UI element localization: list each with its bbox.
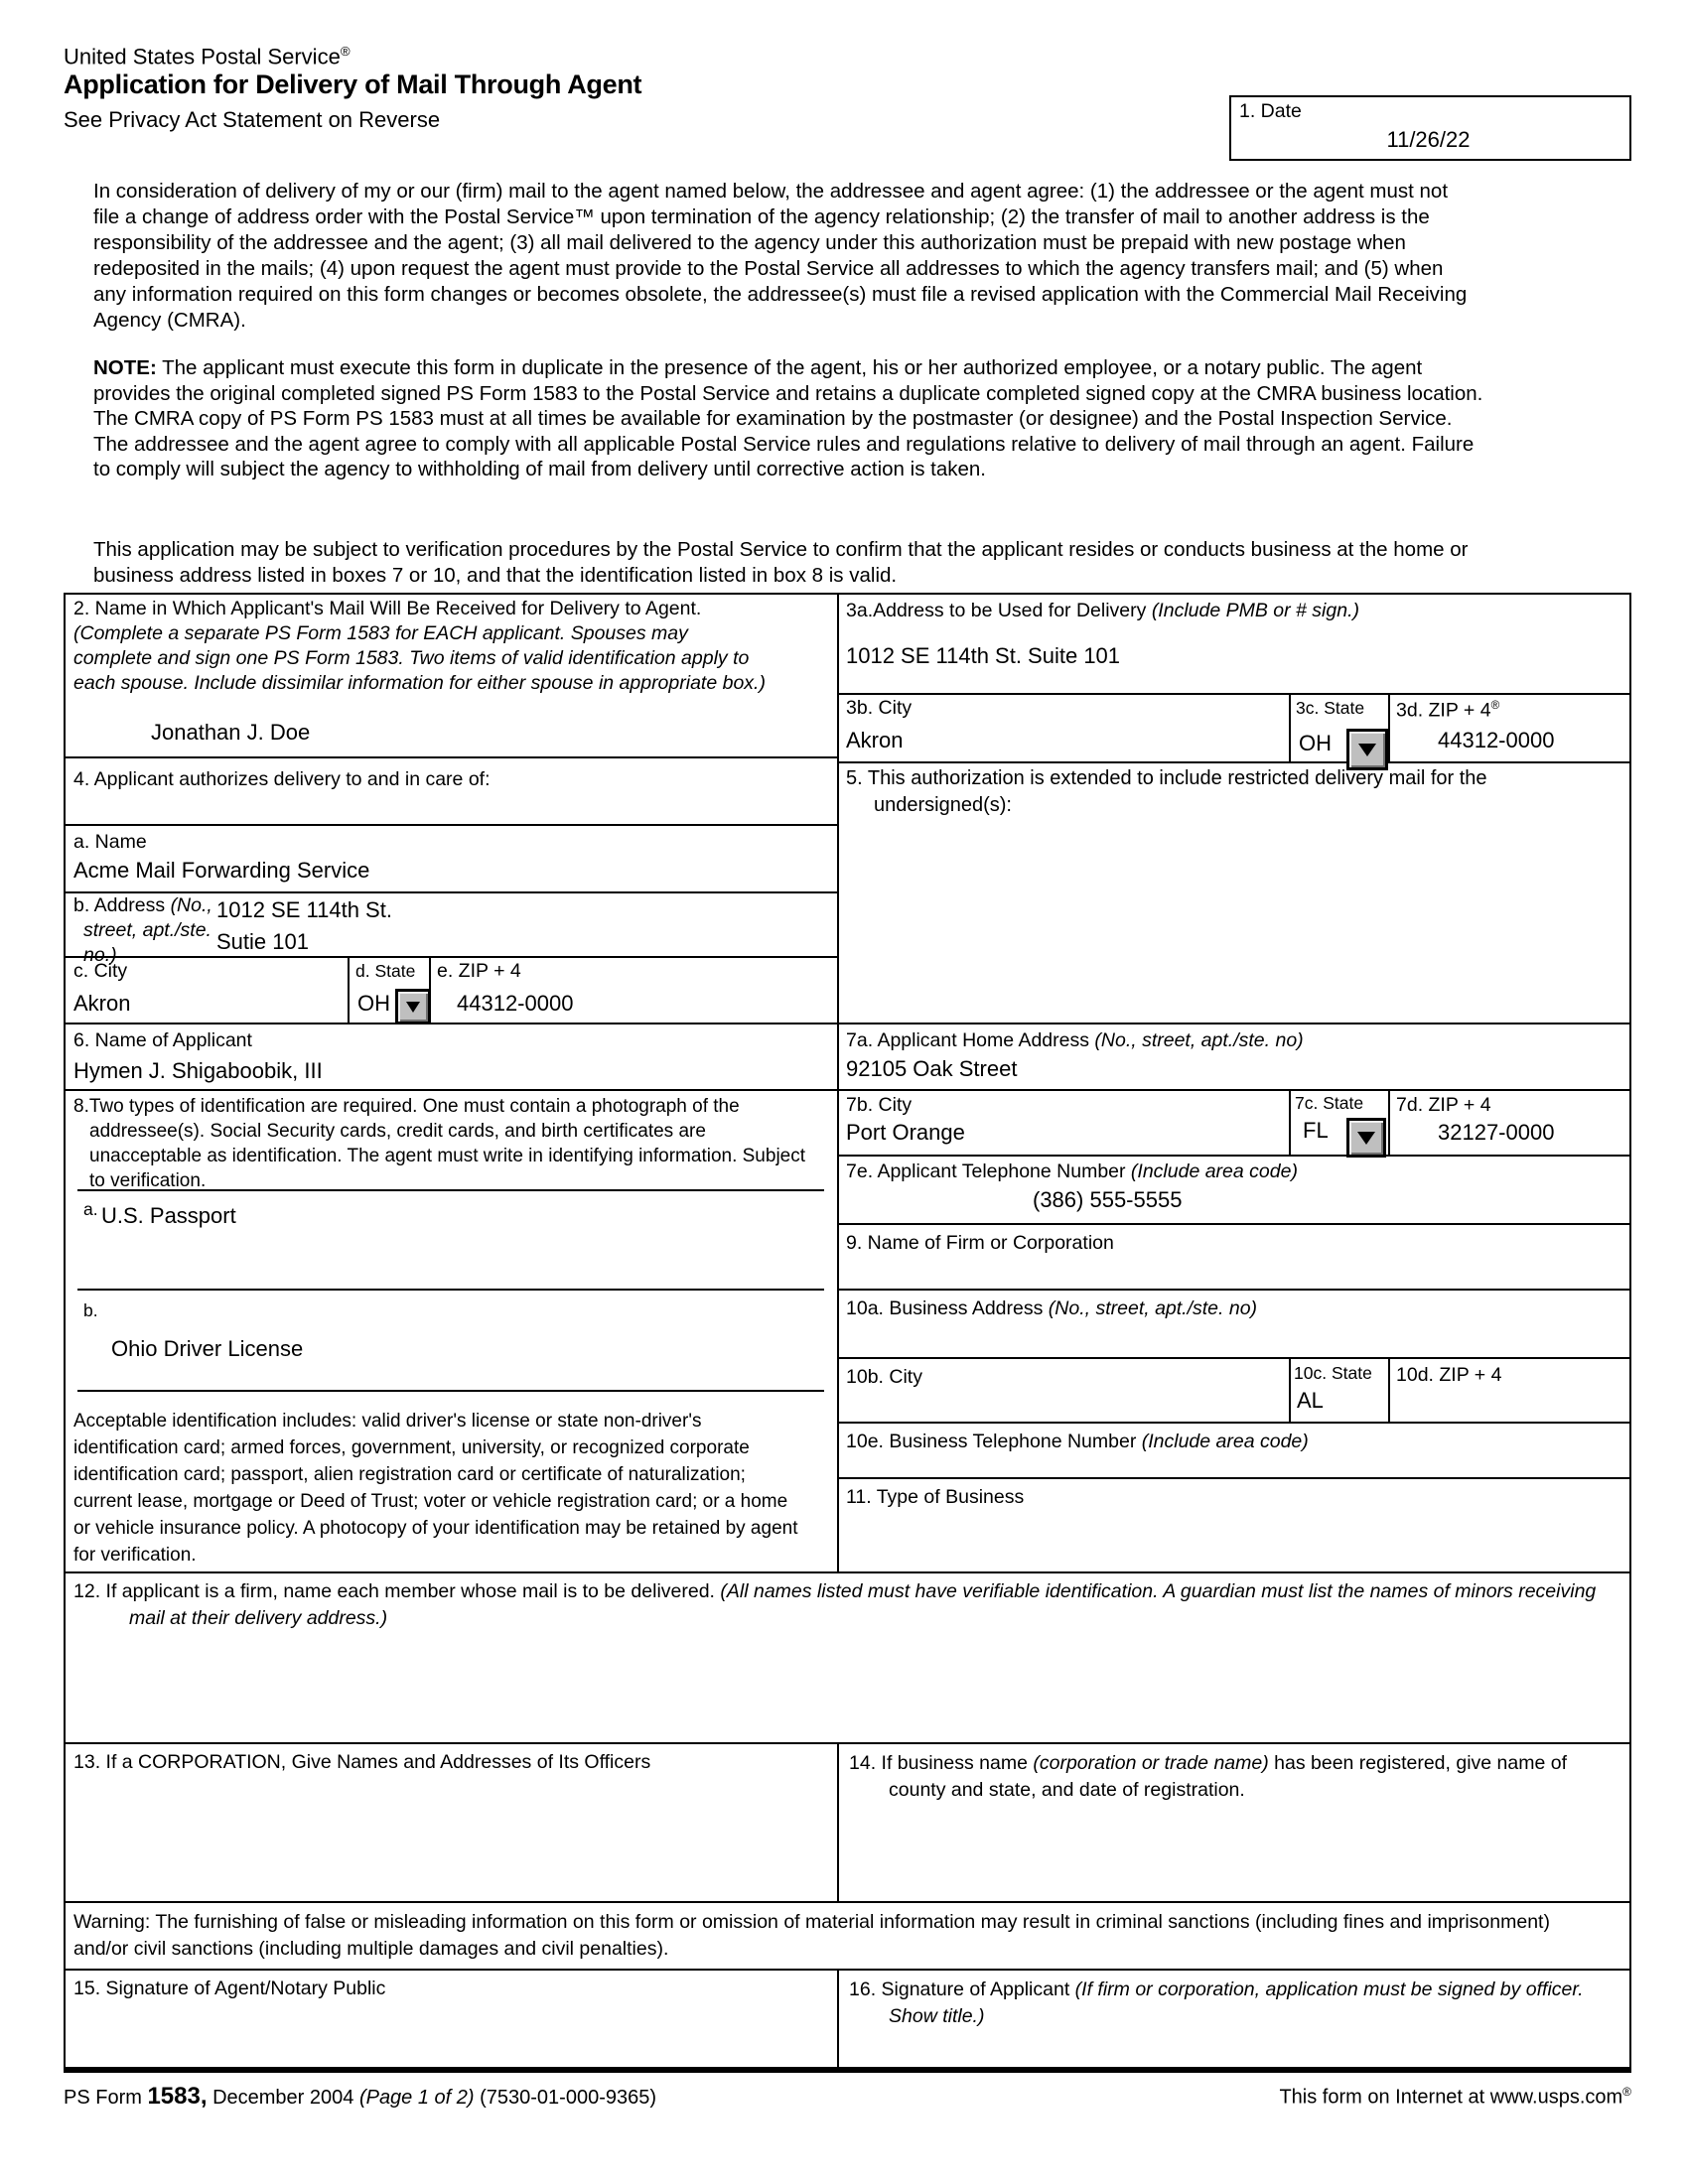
field-7a-value[interactable]: 92105 Oak Street	[846, 1056, 1018, 1081]
divider	[77, 1289, 824, 1291]
field-8a-value[interactable]: U.S. Passport	[101, 1203, 236, 1228]
field-3d-value[interactable]: 44312-0000	[1438, 728, 1555, 752]
field-8b-value[interactable]: Ohio Driver License	[111, 1336, 304, 1361]
field-16-label: 16. Signature of Applicant (If firm or corporation, application must be signed by officer. Show title.)	[849, 1979, 1584, 2027]
table-left-border	[64, 593, 66, 2073]
divider	[348, 956, 350, 1023]
verification-paragraph: This application may be subject to verification procedures by the Postal Service to confirm that the applicant resides or conducts business at the home or business address listed in boxes 7 or 10, and that the identification listed in box 8 is valid.	[93, 538, 1469, 587]
field-15-label: 15. Signature of Agent/Notary Public	[73, 1978, 386, 1999]
field-4b-label: b. Address (No., street, apt./ste. no.)	[73, 894, 212, 966]
field-7e-label: 7e. Applicant Telephone Number (Include area code)	[846, 1160, 1298, 1182]
column-divider	[837, 1969, 839, 2073]
field-7d-value[interactable]: 32127-0000	[1438, 1120, 1555, 1145]
divider	[64, 1969, 1631, 1971]
divider	[837, 1422, 1631, 1424]
registered-mark: ®	[340, 44, 351, 59]
divider	[837, 1223, 1631, 1225]
chevron-down-icon	[1357, 1132, 1375, 1145]
field-4b-value-line2[interactable]: Sutie 101	[216, 929, 309, 954]
field-7d-label: 7d. ZIP + 4	[1396, 1094, 1491, 1116]
field-3a-label: 3a.Address to be Used for Delivery (Include PMB or # sign.)	[846, 600, 1359, 621]
field-9-label: 9. Name of Firm or Corporation	[846, 1232, 1114, 1254]
divider	[837, 1477, 1631, 1479]
field-3d-label: 3d. ZIP + 4®	[1396, 699, 1500, 722]
divider	[1388, 1357, 1390, 1422]
field-3a-value[interactable]: 1012 SE 114th St. Suite 101	[846, 643, 1121, 668]
field-7c-value[interactable]: FL	[1303, 1118, 1329, 1143]
state-7c-dropdown-button[interactable]	[1346, 1118, 1386, 1158]
state-4d-dropdown-button[interactable]	[395, 989, 431, 1024]
note-paragraph: NOTE: The applicant must execute this form in duplicate in the presence of the agent, his or her authorized employee, or a notary public. The agent provides the original completed signed PS Form 1583 to the Postal Service and retains a duplicate completed signed copy at the CMRA business location. The CMRA copy of PS Form PS 1583 must at all times be available for examination by the postmaster (or designee) and the Postal Inspection Service. The addressee and the agent agree to comply with all applicable Postal Service rules and regulations relative to delivery of mail through an agent. Failure to comply will subject the agency to withholding of mail from delivery until corrective action is taken.	[93, 356, 1483, 480]
field-5-label: 5. This authorization is extended to include restricted delivery mail for the undersigned(s):	[846, 767, 1487, 816]
divider	[77, 1390, 824, 1392]
divider	[837, 761, 1631, 763]
field-2-label: 2. Name in Which Applicant's Mail Will Be Received for Delivery to Agent. (Complete a separate PS Form 1583 for EACH applicant. Spouses may complete and sign one PS Form 1583. Two items of valid identification apply to each spouse. Include dissimilar information for either spouse in appropriate box.)	[73, 598, 766, 694]
field-4a-value[interactable]: Acme Mail Forwarding Service	[73, 858, 370, 883]
field-8b-prefix: b.	[83, 1300, 98, 1320]
internet-footer: This form on Internet at www.usps.com®	[1279, 2085, 1631, 2109]
field-10c-label: 10c. State	[1294, 1363, 1372, 1383]
divider	[64, 1742, 1631, 1744]
form-number-footer: PS Form 1583, December 2004 (Page 1 of 2) (7530-01-000-9365)	[64, 2083, 657, 2110]
divider	[837, 693, 1631, 695]
note-label: NOTE:	[93, 356, 157, 379]
field-10e-label: 10e. Business Telephone Number (Include area code)	[846, 1431, 1309, 1452]
date-value[interactable]: 11/26/22	[1386, 127, 1471, 152]
divider	[1388, 1089, 1390, 1155]
divider	[64, 756, 837, 758]
field-7e-value[interactable]: (386) 555-5555	[1033, 1187, 1183, 1212]
acceptable-id-paragraph: Acceptable identification includes: valid driver's license or state non-driver's identification card; armed forces, government, university, or recognized corporate identification card; passport, alien registration card or certificate of naturalization; current lease, mortgage or Deed of Trust; voter or vehicle registration card; or a home or vehicle insurance policy. A photocopy of your identification may be retained by agent for verification.	[73, 1411, 798, 1566]
field-12-label: 12. If applicant is a firm, name each member whose mail is to be delivered. (All names listed must have verifiable identification. A guardian must list the names of minors receiving mail at their delivery address.)	[73, 1580, 1597, 1629]
field-4b-value-line1[interactable]: 1012 SE 114th St.	[216, 897, 392, 922]
field-3b-value[interactable]: Akron	[846, 728, 904, 752]
field-4c-label: c. City	[73, 960, 128, 982]
divider	[837, 1155, 1631, 1157]
field-3c-value[interactable]: OH	[1299, 731, 1332, 755]
field-11-label: 11. Type of Business	[846, 1486, 1025, 1508]
field-10a-label: 10a. Business Address (No., street, apt./ste. no)	[846, 1297, 1258, 1319]
registered-mark: ®	[1622, 2085, 1631, 2099]
date-label: 1. Date	[1239, 100, 1302, 122]
divider	[1289, 693, 1291, 761]
field-7c-label: 7c. State	[1295, 1093, 1364, 1113]
registered-mark: ®	[1490, 699, 1500, 712]
column-divider	[837, 593, 839, 1571]
field-3b-label: 3b. City	[846, 697, 913, 719]
divider	[64, 824, 837, 826]
field-4d-value[interactable]: OH	[357, 991, 390, 1016]
field-6-value[interactable]: Hymen J. Shigaboobik, III	[73, 1058, 323, 1083]
field-13-label: 13. If a CORPORATION, Give Names and Addresses of Its Officers	[73, 1751, 651, 1773]
chevron-down-icon	[406, 1002, 420, 1013]
warning-text: Warning: The furnishing of false or misleading information on this form or omission of material information may result in criminal sanctions (including fines and imprisonment) and/or civil sanctions (including multiple damages and civil penalties).	[73, 1911, 1550, 1960]
state-3c-dropdown-button[interactable]	[1346, 729, 1388, 770]
divider	[64, 1089, 1631, 1091]
table-bottom-border	[64, 2067, 1631, 2073]
field-4a-label: a. Name	[73, 831, 147, 853]
form-title: Application for Delivery of Mail Through Agent	[64, 69, 642, 99]
divider	[1388, 693, 1390, 761]
field-14-label: 14. If business name (corporation or trade name) has been registered, give name of county and state, and date of registration.	[849, 1752, 1568, 1801]
usps-wordmark: United States Postal Service®	[64, 44, 351, 69]
column-divider	[837, 1742, 839, 1901]
divider	[64, 1023, 1631, 1024]
field-4-label: 4. Applicant authorizes delivery to and in care of:	[73, 768, 491, 790]
field-7b-label: 7b. City	[846, 1094, 913, 1116]
field-10b-label: 10b. City	[846, 1366, 922, 1388]
field-4e-value[interactable]: 44312-0000	[457, 991, 574, 1016]
field-4c-value[interactable]: Akron	[73, 991, 131, 1016]
divider	[1289, 1357, 1291, 1422]
field-3c-label: 3c. State	[1296, 698, 1365, 718]
chevron-down-icon	[1358, 744, 1376, 756]
divider	[64, 1901, 1631, 1903]
field-6-label: 6. Name of Applicant	[73, 1029, 252, 1051]
divider	[1289, 1089, 1291, 1155]
field-4d-label: d. State	[355, 961, 416, 981]
field-10d-label: 10d. ZIP + 4	[1396, 1364, 1502, 1386]
field-4e-label: e. ZIP + 4	[437, 960, 521, 982]
field-2-value[interactable]: Jonathan J. Doe	[151, 720, 311, 745]
agreement-paragraph: In consideration of delivery of my or our (firm) mail to the agent named below, the addressee and agent agree: (1) the addressee or the agent must not file a change of address order with the Postal Service™ upon termination of the agency relationship; (2) the transfer of mail to another address is the responsibility of the addressee and the agent; (3) all mail delivered to the agency under this authorization must be prepaid with new postage when redeposited in the mails; (4) upon request the agent must provide to the Postal Service all addresses to which the agency transfers mail; and (5) when any information required on this form changes or becomes obsolete, the addressee(s) must file a revised application with the Commercial Mail Receiving Agency (CMRA).	[93, 180, 1468, 332]
privacy-act-note: See Privacy Act Statement on Reverse	[64, 107, 441, 132]
field-7b-value[interactable]: Port Orange	[846, 1120, 965, 1145]
divider	[64, 1571, 1631, 1573]
divider	[837, 1357, 1631, 1359]
table-right-border	[1629, 593, 1631, 2073]
divider	[64, 593, 1631, 595]
divider	[837, 1289, 1631, 1291]
field-8-label: 8.Two types of identification are required. One must contain a photograph of the addressee(s). Social Security cards, credit cards, and birth certificates are unacceptable as identification. The agent must write in identifying information. Subject to verification.	[73, 1096, 806, 1191]
field-10c-value[interactable]: AL	[1297, 1388, 1324, 1413]
field-8a-prefix: a.	[83, 1199, 98, 1219]
field-7a-label: 7a. Applicant Home Address (No., street, apt./ste. no)	[846, 1029, 1304, 1051]
